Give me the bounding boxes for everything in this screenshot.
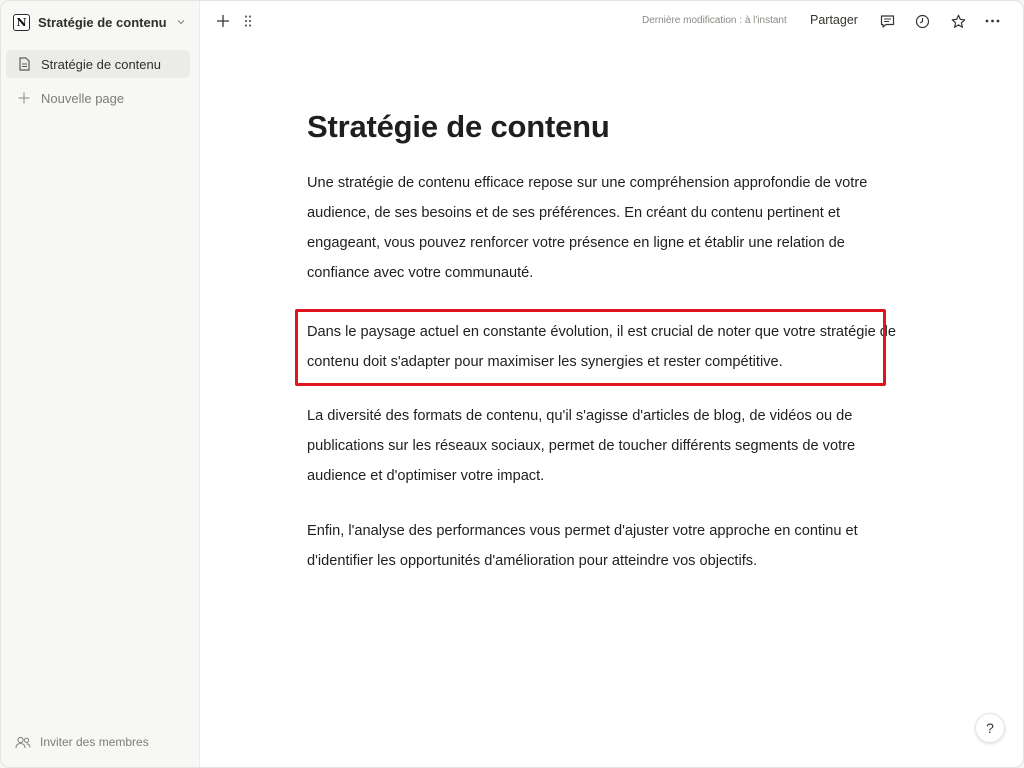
workspace-switcher[interactable] bbox=[13, 9, 187, 35]
sidebar-item-new-page[interactable] bbox=[6, 84, 190, 112]
history-icon bbox=[915, 14, 930, 29]
more-icon bbox=[985, 19, 1000, 23]
members-icon bbox=[15, 736, 31, 749]
sidebar-item-strategie[interactable] bbox=[6, 50, 190, 78]
favorite-button[interactable] bbox=[948, 11, 968, 31]
add-block-button[interactable] bbox=[213, 11, 233, 31]
drag-handle-icon bbox=[243, 14, 253, 28]
drag-handle-button[interactable] bbox=[238, 11, 258, 31]
comments-button[interactable] bbox=[877, 11, 897, 31]
invite-label: Inviter des membres bbox=[40, 735, 149, 749]
invite-members-button[interactable] bbox=[15, 735, 149, 749]
notion-logo-icon: N bbox=[13, 14, 30, 31]
page-content bbox=[307, 101, 897, 569]
page-icon bbox=[17, 57, 31, 71]
sidebar-item-label: Nouvelle page bbox=[41, 90, 125, 106]
paragraph-1[interactable]: Une stratégie de contenu efficace repose sur une compréhension approfondie de votre audience, de ses besoins et de ses préférences. En créant du contenu pertinent et engageant, vous pouvez renforcer votre présence en ligne et établir une relation de confiance avec votre communauté. bbox=[307, 175, 868, 281]
plus-icon bbox=[216, 14, 230, 28]
history-button[interactable] bbox=[912, 11, 932, 31]
sidebar bbox=[1, 1, 200, 768]
plus-icon bbox=[17, 91, 31, 105]
help-button[interactable]: ? bbox=[975, 713, 1005, 743]
sidebar-item-label: Stratégie de contenu bbox=[41, 56, 161, 72]
topbar bbox=[201, 1, 1024, 41]
last-modified-text: Dernière modification : à l'instant bbox=[642, 15, 787, 26]
chevron-down-icon bbox=[175, 16, 187, 28]
paragraph-4[interactable]: Enfin, l'analyse des performances vous permet d'ajuster votre approche en continu et d'identifier les opportunités d'amélioration pour atteindre vos objectifs. bbox=[307, 523, 858, 569]
page-title[interactable]: Stratégie de contenu bbox=[307, 109, 610, 144]
workspace-name: Stratégie de contenu bbox=[38, 14, 167, 30]
more-options-button[interactable] bbox=[982, 11, 1002, 31]
star-icon bbox=[951, 14, 966, 29]
comment-icon bbox=[880, 14, 895, 29]
paragraph-3[interactable]: La diversité des formats de contenu, qu'il s'agisse d'articles de blog, de vidéos ou de publications sur les réseaux sociaux, permet de toucher différents segments de votre audience et d'optimiser votre impact. bbox=[307, 408, 856, 484]
share-button[interactable]: Partager bbox=[810, 13, 858, 27]
paragraph-2[interactable]: Dans le paysage actuel en constante évolution, il est crucial de noter que votre stratégie de contenu doit s'adapter pour maximiser les synergies et rester compétitive. bbox=[307, 324, 896, 370]
